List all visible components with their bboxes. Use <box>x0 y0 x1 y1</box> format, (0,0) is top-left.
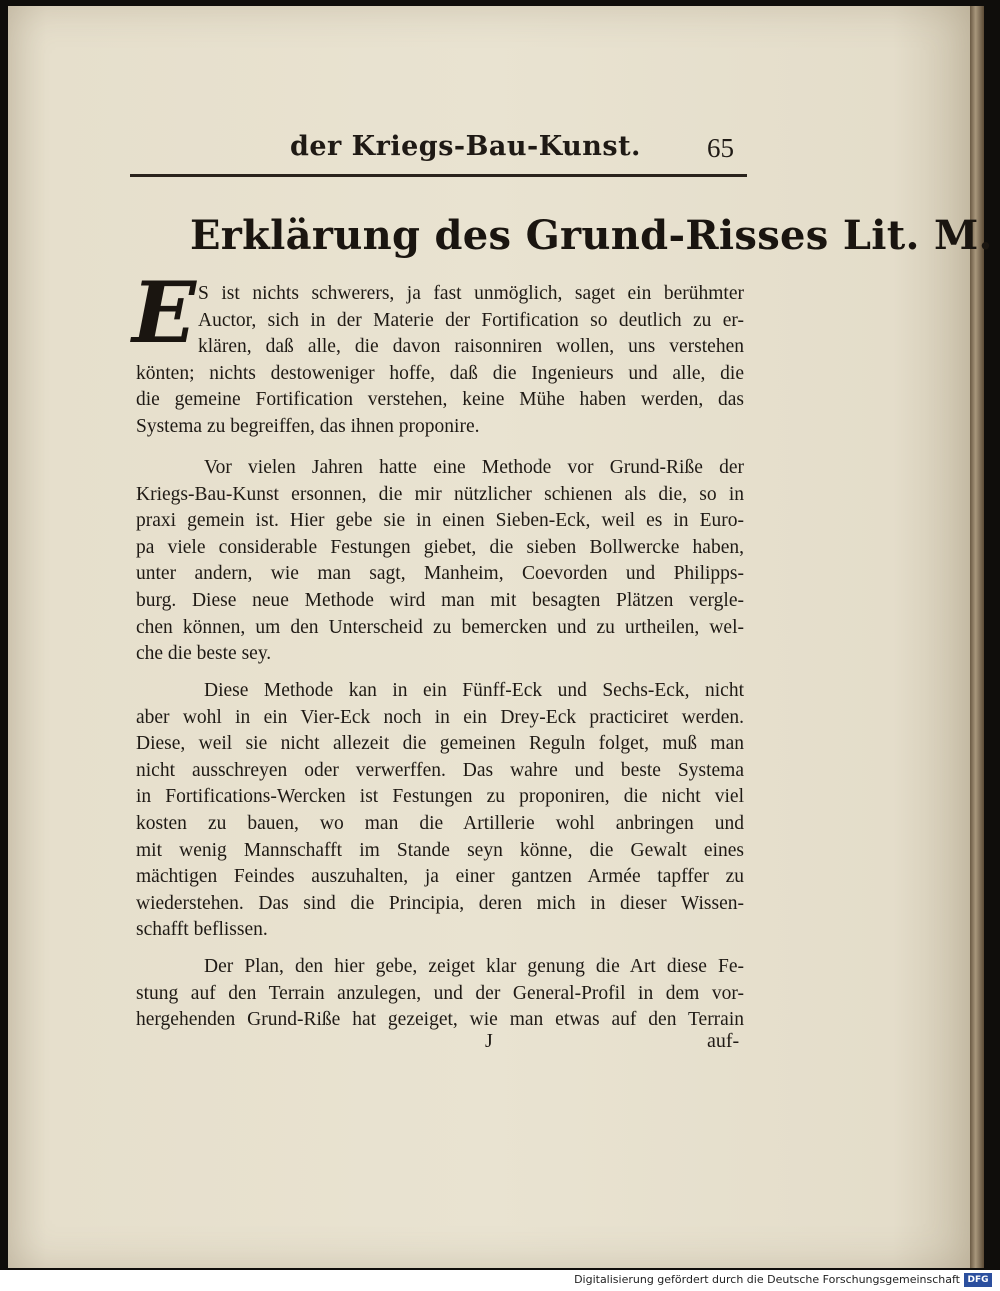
text-line: die gemeine Fortification verstehen, keine Mühe haben werden, das <box>136 389 744 411</box>
text-line: nicht ausschreyen oder verwerffen. Das wahre und beste Systema <box>136 759 744 781</box>
text-line: aber wohl in ein Vier-Eck noch in ein Drey-Eck practiciret werden. <box>136 706 744 728</box>
text-line: mit wenig Mannschafft im Stande seyn könne, die Gewalt eines <box>136 839 744 861</box>
text-line: unter andern, wie man sagt, Manheim, Coevorden und Philipps- <box>136 563 744 585</box>
text-line: Auctor, sich in der Materie der Fortification so deutlich zu er- <box>198 309 744 331</box>
signature-mark: J <box>485 1030 493 1052</box>
text-line: wiederstehen. Das sind die Principia, deren mich in dieser Wissen- <box>136 892 744 914</box>
text-line: Vor vielen Jahren hatte eine Methode vor Grund-Riße der <box>204 457 744 478</box>
page-edge <box>970 6 984 1268</box>
dfg-logo: DFG <box>964 1273 992 1287</box>
text-line: Der Plan, den hier gebe, zeiget klar genung die Art diese Fe- <box>204 956 744 977</box>
text-line: S ist nichts schwerers, ja fast unmöglich, saget ein berühmter <box>198 283 744 304</box>
text-line: hergehenden Grund-Riße hat gezeiget, wie man etwas auf den Terrain <box>136 1009 744 1031</box>
text-line: burg. Diese neue Methode wird man mit besagten Plätzen vergle- <box>136 589 744 611</box>
paragraph-2 <box>136 455 744 668</box>
section-heading: Erklärung des Grund-Risses Lit. M. <box>190 212 993 259</box>
text-line: Diese Methode kan in ein Fünff-Eck und Sechs-Eck, nicht <box>204 680 744 701</box>
text-line: schafft beflissen. <box>136 919 268 941</box>
catchword: auf- <box>707 1030 740 1052</box>
text-line: in Fortifications-Wercken ist Festungen zu proponiren, die nicht viel <box>136 786 744 808</box>
running-title: der Kriegs-Bau-Kunst. <box>290 131 641 162</box>
text-line: chen können, um den Unterscheid zu bemercken und zu urtheilen, wel- <box>136 616 744 638</box>
page-number: 65 <box>707 133 734 163</box>
text-line: kosten zu bauen, wo man die Artillerie wohl anbringen und <box>136 812 744 834</box>
text-line: klären, daß alle, die davon raisonniren wollen, uns verstehen <box>198 336 744 358</box>
text-line: könten; nichts destoweniger hoffe, daß die Ingenieurs und alle, die <box>136 362 744 384</box>
paragraph-3 <box>136 678 744 944</box>
drop-cap: E <box>132 263 197 362</box>
text-line: Kriegs-Bau-Kunst ersonnen, die mir nützlicher schienen als die, so in <box>136 483 744 505</box>
text-line: stung auf den Terrain anzulegen, und der General-Profil in dem vor- <box>136 982 744 1004</box>
text-line: che die beste sey. <box>136 643 272 665</box>
text-line: praxi gemein ist. Hier gebe sie in einen Sieben-Eck, weil es in Euro- <box>136 510 744 532</box>
funding-credit: Digitalisierung gefördert durch die Deutsche Forschungsgemeinschaft <box>574 1273 960 1286</box>
text-line: mächtigen Feindes auszuhalten, ja einer gantzen Armée tapffer zu <box>136 866 744 888</box>
header-rule <box>130 174 747 177</box>
text-line: Systema zu begreiffen, das ihnen proponire. <box>136 415 480 437</box>
paragraph-4 <box>136 954 744 1034</box>
text-line: Diese, weil sie nicht allezeit die gemeinen Reguln folget, muß man <box>136 733 744 755</box>
footer-bar <box>0 1270 1000 1291</box>
text-line: pa viele considerable Festungen giebet, die sieben Bollwercke haben, <box>136 536 744 558</box>
paragraph-1 <box>136 281 744 441</box>
